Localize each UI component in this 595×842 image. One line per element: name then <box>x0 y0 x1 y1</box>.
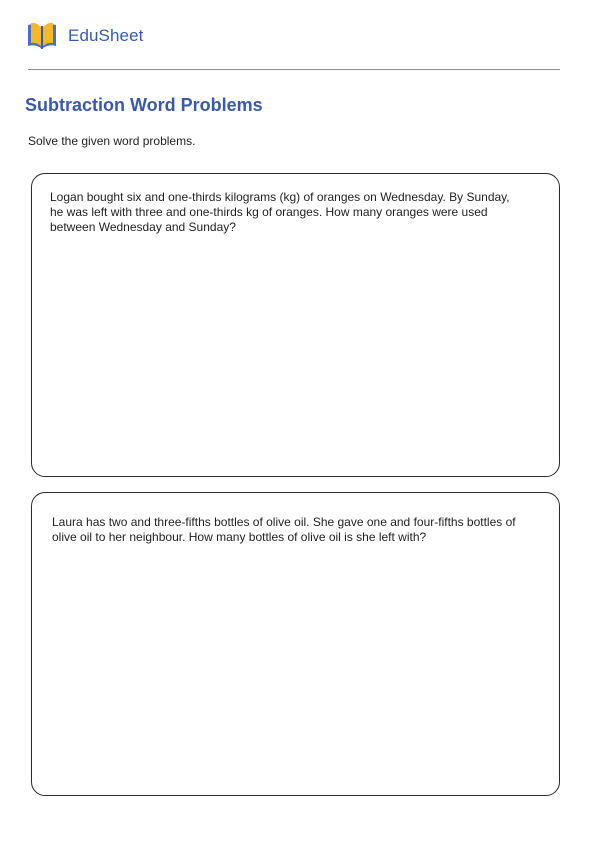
header-divider <box>28 69 560 70</box>
header <box>26 20 143 52</box>
brand-name: EduSheet <box>68 26 144 45</box>
problem-text-2: Laura has two and three-fifths bottles of olive oil. She gave one and four-fifths bottles of olive oil to her neighbour. How many bottles of olive oil is she left with? <box>52 515 516 544</box>
problem-text-1: Logan bought six and one-thirds kilograms (kg) of oranges on Wednesday. By Sunday, he was left with three and one-thirds kg of oranges. How many oranges were used between Wednesday and Sunday? <box>50 190 510 234</box>
page-title: Subtraction Word Problems <box>25 95 263 115</box>
book-icon <box>26 21 58 51</box>
instructions: Solve the given word problems. <box>28 134 196 148</box>
problem-box-1[interactable] <box>31 173 560 477</box>
problem-box-2[interactable] <box>31 492 560 796</box>
